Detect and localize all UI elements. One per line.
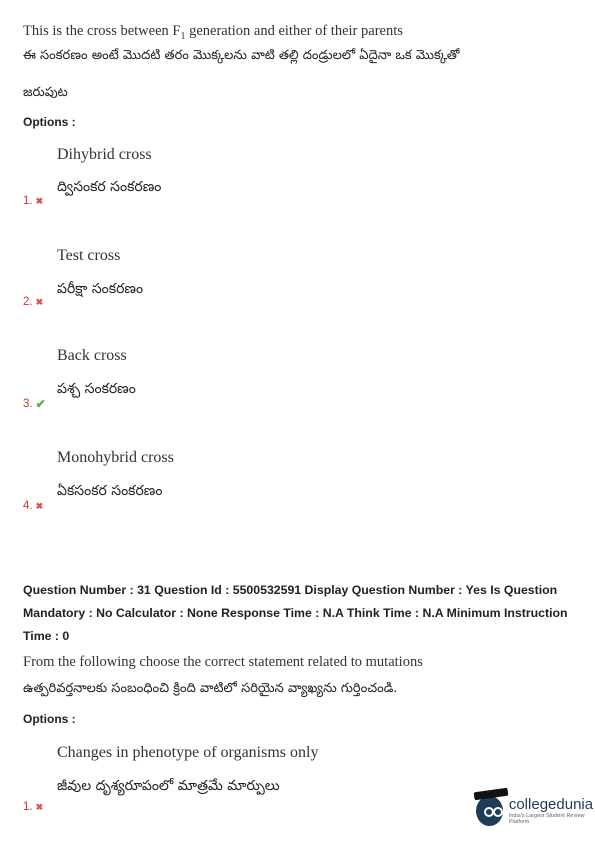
option-text-en: Changes in phenotype of organisms only [57,744,319,761]
logo-tagline: India's Largest Student Review Platform [508,813,585,825]
option-text-en: Test cross [57,247,121,264]
option-number: 1. ✖ [23,195,44,207]
collegedunia-logo [476,796,595,826]
question-text-te-cont: జరుపుట [23,85,68,100]
question-text-en: From the following choose the correct statement related to mutations [23,654,423,670]
mascot-icon [476,796,503,826]
question-text-te: ఈ సంకరణం అంటే మొదటి తరం మొక్కలను వాటి తల్లి దండ్రులలో ఏదైనా ఒక మొక్కతో [23,48,460,63]
option-number: 3. ✔ [23,397,46,411]
logo-name: collegedunia [508,796,594,813]
question-text-te: ఉత్పరివర్తనాలకు సంబంధించి క్రింది వాటిలో సరియైన వ్యాఖ్యను గుర్తించండి. [23,681,398,696]
wrong-mark-icon: ✖ [35,296,44,307]
wrong-mark-icon: ✖ [35,195,44,206]
option-number: 1. ✖ [23,801,44,813]
option-text-te: ద్విసంకర సంకరణం [57,179,162,195]
option-text-te: జీవుల దృశ్యరూపంలో మాత్రమే మార్పులు [57,778,280,794]
option-number: 4. ✖ [23,500,44,512]
option-text-te: ఏకసంకర సంకరణం [57,483,163,499]
options-label: Options : [23,115,76,129]
question-meta: Question Number : 31 Question Id : 5500532591 Display Question Number : Yes Is Question Mandatory : No Calculator : None Response Time : N.A Think Time : N.A Minimum Instruction Time : 0 [23,583,568,643]
wrong-mark-icon: ✖ [35,801,44,812]
wrong-mark-icon: ✖ [35,500,44,511]
option-text-te: పరీక్షా సంకరణం [57,281,144,297]
options-label: Options : [23,712,76,726]
option-text-en: Monohybrid cross [57,449,174,466]
option-text-en: Dihybrid cross [57,146,152,163]
option-text-te: పశ్చ సంకరణం [57,381,136,397]
option-number: 2. ✖ [23,296,44,308]
option-text-en: Back cross [57,347,127,364]
correct-check-icon: ✔ [35,397,46,411]
question-text-en: This is the cross between $F_1$ generation and either of their parents [23,23,403,42]
